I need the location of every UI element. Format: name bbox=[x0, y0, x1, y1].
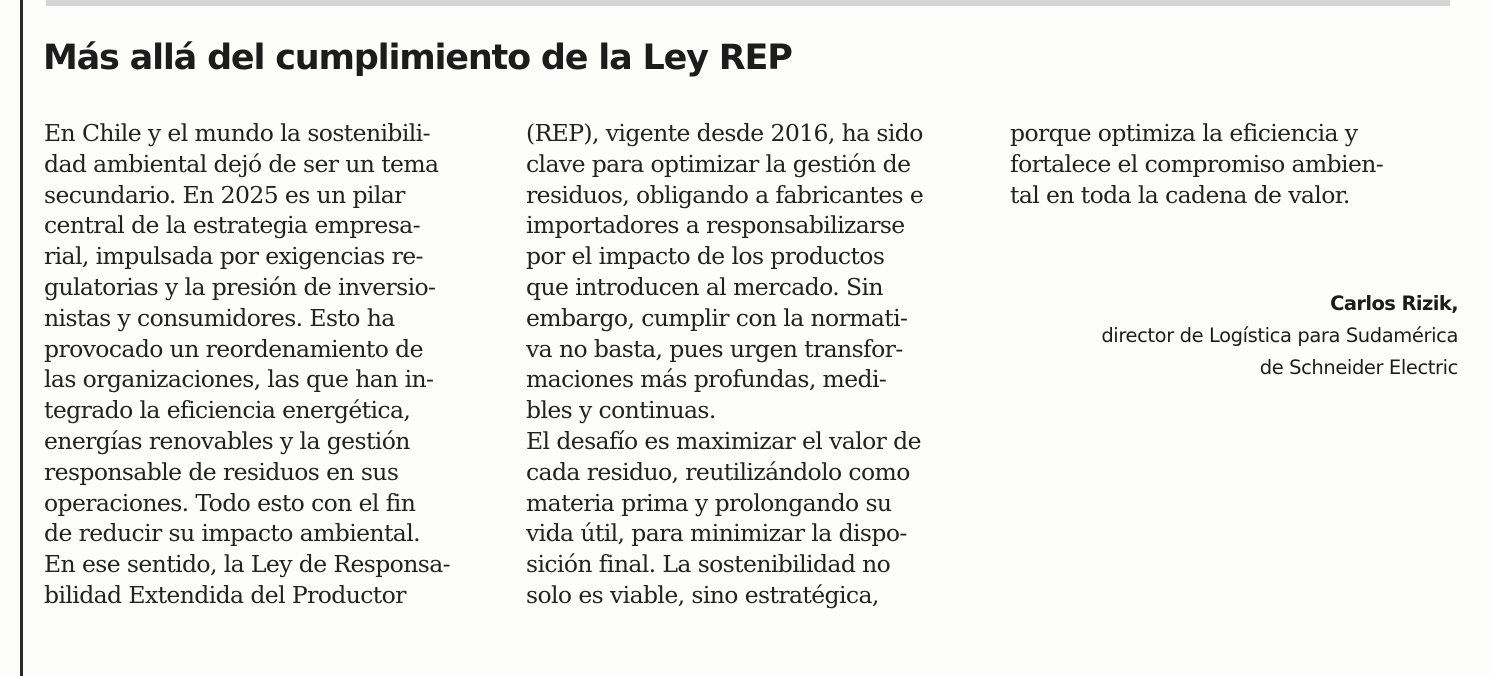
text-line: El desafío es maximizar el valor de bbox=[526, 426, 921, 455]
text-line: solo es viable, sino estratégica, bbox=[526, 580, 879, 609]
left-border-rule bbox=[20, 0, 23, 676]
author-role-line: de Schneider Electric bbox=[1259, 356, 1458, 379]
text-line: (REP), vigente desde 2016, ha sido bbox=[526, 119, 923, 147]
text-line: bilidad Extendida del Productor bbox=[44, 580, 406, 609]
author-name: Carlos Rizik, bbox=[1330, 292, 1458, 315]
text-line: gulatorias y la presión de inversio- bbox=[44, 272, 436, 301]
text-line: nistas y consumidores. Esto ha bbox=[44, 303, 395, 332]
text-line: porque optimiza la eficiencia y bbox=[1010, 119, 1358, 147]
article-column-2 bbox=[526, 118, 996, 611]
text-line: secundario. En 2025 es un pilar bbox=[44, 180, 405, 209]
text-line: dad ambiental dejó de ser un tema bbox=[44, 149, 439, 178]
text-line: materia prima y prolongando su bbox=[526, 488, 892, 517]
text-line: operaciones. Todo esto con el fin bbox=[44, 488, 416, 517]
text-line: embargo, cumplir con la normati- bbox=[526, 303, 908, 332]
text-line: En ese sentido, la Ley de Responsa- bbox=[44, 550, 450, 579]
text-line: las organizaciones, las que han in- bbox=[44, 365, 434, 394]
text-line: vida útil, para minimizar la dispo- bbox=[526, 519, 907, 548]
text-line: provocado un reordenamiento de bbox=[44, 334, 423, 363]
text-line: rial, impulsada por exigencias re- bbox=[44, 242, 423, 271]
text-line: bles y continuas. bbox=[526, 396, 716, 425]
top-edge-rule bbox=[46, 0, 1450, 6]
article-column-3 bbox=[1010, 118, 1460, 210]
text-line: clave para optimizar la gestión de bbox=[526, 149, 911, 178]
text-line: central de la estrategia empresa- bbox=[44, 211, 420, 240]
article-column-1 bbox=[44, 118, 504, 611]
text-line: residuos, obligando a fabricantes e bbox=[526, 180, 924, 209]
text-line: de reducir su impacto ambiental. bbox=[44, 519, 420, 548]
text-line: responsable de residuos en sus bbox=[44, 457, 399, 486]
text-line: cada residuo, reutilizándolo como bbox=[526, 457, 910, 486]
text-line: tal en toda la cadena de valor. bbox=[1010, 180, 1350, 209]
text-line: En Chile y el mundo la sostenibili- bbox=[44, 119, 430, 147]
text-line: sición final. La sostenibilidad no bbox=[526, 550, 891, 579]
text-line: energías renovables y la gestión bbox=[44, 426, 410, 455]
text-line: va no basta, pues urgen transfor- bbox=[526, 334, 903, 363]
article-headline: Más allá del cumplimiento de la Ley REP bbox=[43, 38, 792, 78]
text-line: maciones más profundas, medi- bbox=[526, 365, 887, 394]
text-line: importadores a responsabilizarse bbox=[526, 211, 905, 240]
author-byline bbox=[1101, 288, 1458, 384]
text-line: fortalece el compromiso ambien- bbox=[1010, 149, 1384, 178]
text-line: por el impacto de los productos bbox=[526, 242, 885, 271]
author-role-line: director de Logística para Sudamérica bbox=[1101, 324, 1458, 347]
text-line: que introducen al mercado. Sin bbox=[526, 272, 883, 301]
text-line: tegrado la eficiencia energética, bbox=[44, 396, 411, 425]
